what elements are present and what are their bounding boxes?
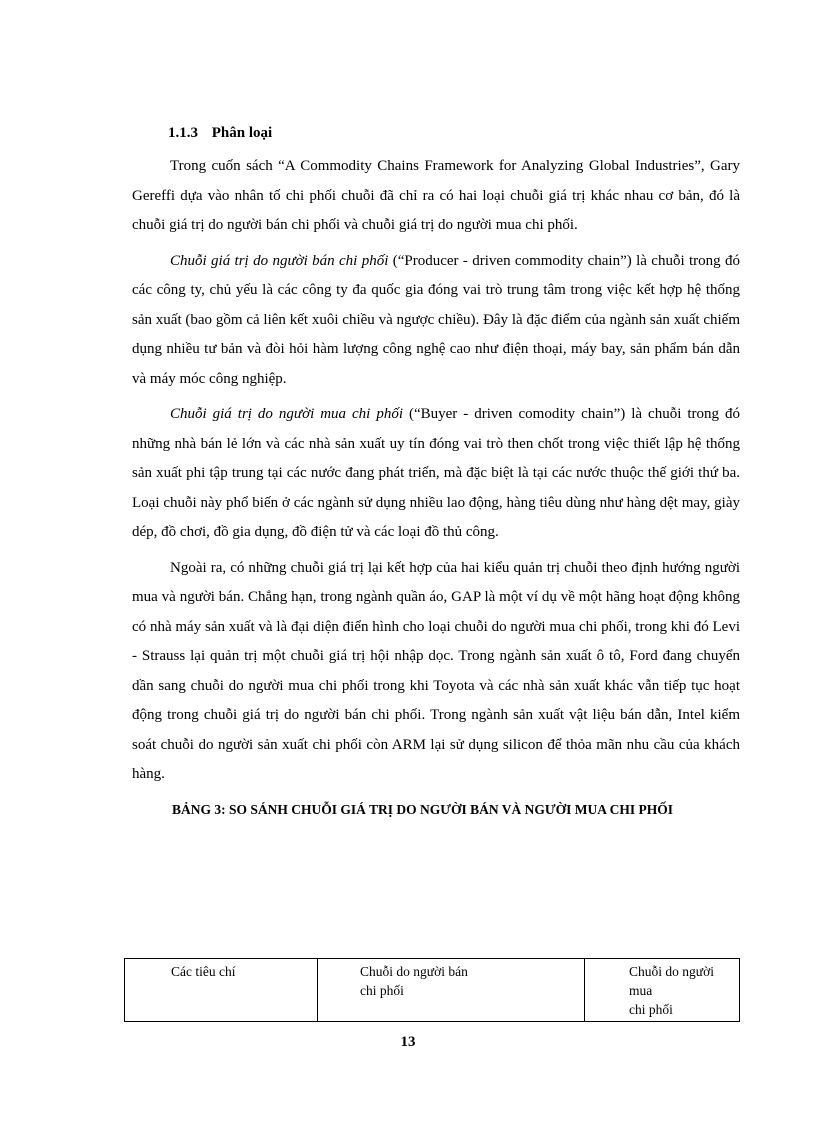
paragraph-buyer-driven-text: (“Buyer - driven comodity chain”) là chuỗi trong đó những nhà bán lẻ lớn và các nhà sản xuất uy tín đóng vai trò then chốt trong việc thiết lập hệ thống sản xuất phi tập trung tại các nước đang phát triển, mà đặc biệt là tại các nước thuộc thế giới thứ ba. Loại chuỗi này phổ biến ở các ngành sử dụng nhiều lao động, hàng tiêu dùng như hàng dệt may, giày dép, đồ chơi, đồ gia dụng, đồ điện tử và các loại đồ thủ công. — [132, 406, 740, 540]
paragraph-intro: Trong cuốn sách “A Commodity Chains Framework for Analyzing Global Industries”, Gary Gereffi dựa vào nhân tố chi phối chuỗi đã chỉ ra có hai loại chuỗi giá trị khác nhau cơ bản, đó là chuỗi giá trị do người bán chi phối và chuỗi giá trị do người mua chi phối. — [132, 158, 740, 233]
paragraph-producer-driven — [132, 247, 740, 395]
table-header-row — [125, 959, 740, 1022]
section-title: Phân loại — [211, 125, 273, 141]
header-criteria-label: Các tiêu chí — [171, 964, 236, 979]
header-buyer-driven — [585, 959, 740, 1022]
header-producer-driven — [318, 959, 585, 1022]
header-buyer-line2: chi phối — [629, 1002, 673, 1017]
section-heading — [168, 122, 740, 144]
table-caption: BẢNG 3: SO SÁNH CHUỖI GIÁ TRỊ DO NGƯỜI BÁN VÀ NGƯỜI MUA CHI PHỐI — [172, 801, 674, 817]
term-producer-driven: Chuỗi giá trị do người bán chi phối — [170, 252, 389, 269]
section-number: 1.1.3 — [168, 125, 198, 141]
header-producer-line2: chi phối — [360, 983, 404, 998]
page-content — [132, 122, 740, 824]
comparison-table — [124, 958, 740, 1022]
header-criteria — [125, 959, 318, 1022]
term-buyer-driven: Chuỗi giá trị do người mua chi phối — [170, 406, 403, 422]
paragraph-buyer-driven — [132, 400, 740, 548]
page-number: 13 — [400, 1034, 416, 1050]
header-producer-line1: Chuỗi do người bán — [360, 964, 468, 979]
paragraph-hybrid: Ngoài ra, có những chuỗi giá trị lại kết hợp của hai kiểu quản trị chuỗi theo định hướng người mua và người bán. Chẳng hạn, trong ngành quần áo, GAP là một ví dụ về một hãng hoạt động không có nhà máy sản xuất và là đại diện điển hình cho loại chuỗi do người mua chi phối, trong khi đó Levi - Strauss lại quản trị một chuỗi giá trị hội nhập dọc. Trong ngành sản xuất ô tô, Ford đang chuyển dần sang chuỗi do người mua chi phối trong khi Toyota và các nhà sản xuất khác vẫn tiếp tục hoạt động trong chuỗi giá trị do người bán chi phối. Trong ngành sản xuất vật liệu bán dẫn, Intel kiểm soát chuỗi do người sản xuất chi phối còn ARM lại sử dụng silicon để thỏa mãn nhu cầu của khách hàng. — [132, 559, 740, 782]
header-buyer-line1: Chuỗi do người mua — [629, 964, 714, 998]
paragraph-producer-driven-text: (“Producer - driven commodity chain”) là chuỗi trong đó các công ty, chủ yếu là các công ty đa quốc gia đóng vai trò trung tâm trong việc kết hợp hệ thống sản xuất (bao gồm cả liên kết xuôi chiều và ngược chiều). Đây là đặc điểm của ngành sản xuất chiếm dụng nhiều tư bản và đòi hỏi hàm lượng công nghệ cao như điện thoại, máy bay, sản phẩm bán dẫn và máy móc công nghiệp. — [132, 252, 740, 387]
